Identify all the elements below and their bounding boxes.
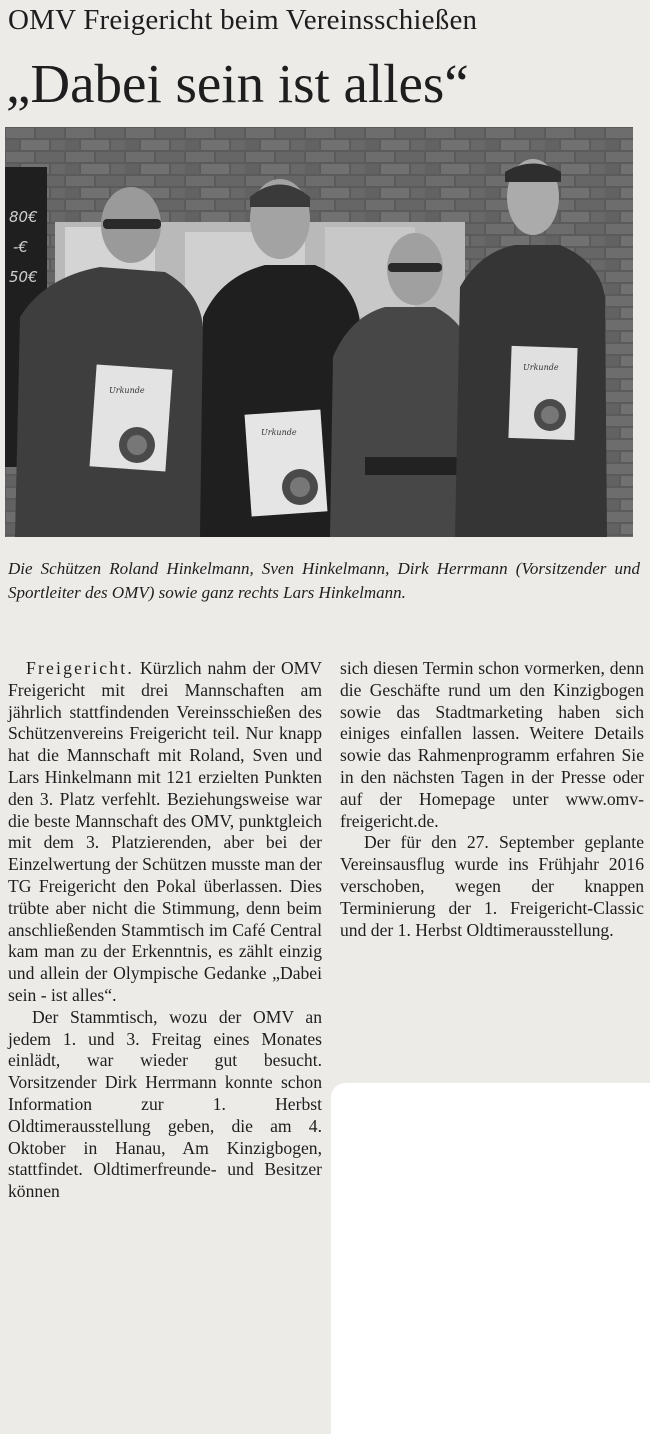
dateline: Freigericht. xyxy=(26,658,134,678)
svg-text:Urkunde: Urkunde xyxy=(261,428,297,437)
article-column-right xyxy=(340,658,644,941)
svg-text:Urkunde: Urkunde xyxy=(523,363,559,372)
photo-caption: Die Schützen Roland Hinkelmann, Sven Hinkelmann, Dirk Herrmann (Vorsitzender und Sportleiter des OMV) sowie ganz rechts Lars Hinkelmann. xyxy=(8,559,640,602)
blank-cutout-area xyxy=(331,1083,650,1434)
article-column-left xyxy=(8,658,322,1203)
certificate-2 xyxy=(245,409,328,516)
article-paragraph: sich diesen Termin schon vormerken, denn die Geschäfte rund um den Kinzigbogen sowie das Stadtmarketing haben sich einiges einfallen lassen. Weitere Details sowie das Rahmenprogramm erfahren Sie in den nächsten Tagen in der Presse oder auf der Homepage unter www.omv-freigericht.de. xyxy=(340,658,644,831)
chalk-price-2: -€ xyxy=(13,238,28,256)
article-paragraph: Der Stammtisch, wozu der OMV an jedem 1. und 3. Freitag eines Monates einlädt, war wieder gut besucht. Vorsitzender Dirk Herrmann konnte schon Information zur 1. Herbst Oldtimerausstellung geben, die am 4. Oktober in Hanau, Am Kinzigbogen, stattfindet. Oldtimerfreunde- und Besitzer können xyxy=(8,1006,322,1202)
paragraph-text: Kürzlich nahm der OMV Freigericht mit drei Mannschaften am jährlich stattfindenden Vereinsschießen des Schützenvereins Freigericht teil. Nur knapp hat die Mannschaft mit Roland, Sven und Lars Hinkelmann mit 121 erzielten Punkten den 3. Platz verfehlt. Beziehungsweise war die beste Mannschaft des OMV, punktgleich mit dem 3. Platzierenden, aber bei der Einzelwertung der Schützen musste man der TG Freigericht den Pokal überlassen. Dies trübte aber nicht die Stimmung, denn beim anschließenden Stammtisch im Café Central kam man zu der Erkenntnis, es zählt einzig und allein der Olympische Gedanke „Dabei sein - ist alles“. xyxy=(8,658,322,1005)
svg-text:Urkunde: Urkunde xyxy=(109,386,145,395)
chalk-price-1: 80€ xyxy=(9,208,38,226)
article-photo xyxy=(5,127,633,537)
article-paragraph xyxy=(8,658,322,1007)
certificate-1 xyxy=(90,364,173,471)
article-kicker: OMV Freigericht beim Vereinsschießen xyxy=(8,4,478,36)
certificate-3 xyxy=(508,346,577,440)
article-headline: „Dabei sein ist alles“ xyxy=(6,53,469,114)
chalk-price-3: 50€ xyxy=(9,268,38,286)
group-photo-illustration xyxy=(5,127,633,537)
article-paragraph: Der für den 27. September geplante Vereinsausflug wurde ins Frühjahr 2016 verschoben, wegen der knappen Terminierung der 1. Freigericht-Classic und der 1. Herbst Oldtimerausstellung. xyxy=(340,832,644,940)
